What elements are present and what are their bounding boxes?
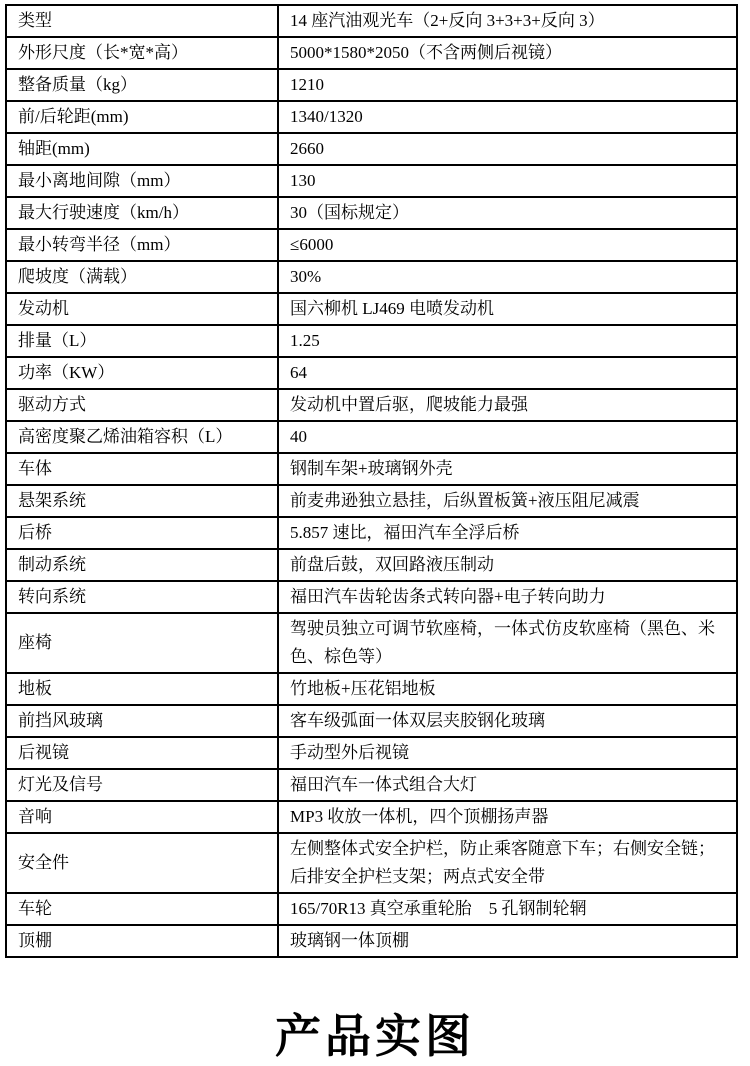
table-row xyxy=(7,198,736,230)
spec-value: 客车级弧面一体双层夹胶钢化玻璃 xyxy=(290,711,545,730)
spec-value: 30% xyxy=(290,267,322,286)
spec-label: 车体 xyxy=(7,454,279,484)
spec-label: 最小离地间隙（mm） xyxy=(7,166,279,196)
spec-label: 驱动方式 xyxy=(7,390,279,420)
spec-label: 高密度聚乙烯油箱容积（L） xyxy=(7,422,279,452)
spec-value: 5000*1580*2050（不含两侧后视镜） xyxy=(290,43,562,62)
spec-value: 1340/1320 xyxy=(290,107,363,126)
spec-label: 外形尺度（长*宽*高） xyxy=(7,38,279,68)
spec-label: 灯光及信号 xyxy=(7,770,279,800)
table-row xyxy=(7,770,736,802)
table-row xyxy=(7,582,736,614)
spec-label: 地板 xyxy=(7,674,279,704)
table-row xyxy=(7,802,736,834)
spec-value: 前麦弗逊独立悬挂，后纵置板簧+液压阻尼减震 xyxy=(290,491,640,510)
table-row xyxy=(7,262,736,294)
spec-label: 转向系统 xyxy=(7,582,279,612)
table-row xyxy=(7,738,736,770)
spec-label: 前/后轮距(mm) xyxy=(7,102,279,132)
spec-value: 手动型外后视镜 xyxy=(290,743,409,762)
table-row xyxy=(7,294,736,326)
spec-value: 130 xyxy=(290,171,316,190)
table-row xyxy=(7,326,736,358)
spec-label: 最小转弯半径（mm） xyxy=(7,230,279,260)
spec-table xyxy=(5,4,738,958)
table-row xyxy=(7,834,736,894)
spec-value: 前盘后鼓，双回路液压制动 xyxy=(290,555,494,574)
spec-value: MP3 收放一体机，四个顶棚扬声器 xyxy=(290,807,549,826)
spec-value: 福田汽车齿轮齿条式转向器+电子转向助力 xyxy=(290,587,606,606)
spec-label: 座椅 xyxy=(7,614,279,672)
table-row xyxy=(7,550,736,582)
spec-label: 前挡风玻璃 xyxy=(7,706,279,736)
table-row xyxy=(7,706,736,738)
spec-label: 音响 xyxy=(7,802,279,832)
section-title: 产品实图 xyxy=(275,1010,475,1062)
spec-value: 钢制车架+玻璃钢外壳 xyxy=(290,459,453,478)
table-row xyxy=(7,674,736,706)
spec-label: 顶棚 xyxy=(7,926,279,956)
spec-value: 发动机中置后驱，爬坡能力最强 xyxy=(290,395,528,414)
spec-value: 2660 xyxy=(290,139,324,158)
spec-value: 40 xyxy=(290,427,307,446)
spec-value: 30（国标规定） xyxy=(290,203,409,222)
table-row xyxy=(7,926,736,956)
table-row xyxy=(7,166,736,198)
table-row xyxy=(7,102,736,134)
table-row xyxy=(7,518,736,550)
table-row xyxy=(7,486,736,518)
table-row xyxy=(7,894,736,926)
spec-label: 安全件 xyxy=(7,834,279,892)
spec-label: 制动系统 xyxy=(7,550,279,580)
spec-label: 爬坡度（满载） xyxy=(7,262,279,292)
spec-label: 轴距(mm) xyxy=(7,134,279,164)
table-row xyxy=(7,614,736,674)
spec-value: 左侧整体式安全护栏，防止乘客随意下车；右侧安全链；后排安全护栏支架；两点式安全带 xyxy=(290,839,715,886)
table-row xyxy=(7,6,736,38)
table-row xyxy=(7,390,736,422)
spec-label: 整备质量（kg） xyxy=(7,70,279,100)
spec-value: 5.857 速比，福田汽车全浮后桥 xyxy=(290,523,520,542)
table-row xyxy=(7,38,736,70)
spec-value: 165/70R13 真空承重轮胎 5 孔钢制轮辋 xyxy=(290,899,587,918)
spec-value: 国六柳机 LJ469 电喷发动机 xyxy=(290,299,494,318)
spec-value: 14 座汽油观光车（2+反向 3+3+3+反向 3） xyxy=(290,11,605,30)
table-row xyxy=(7,230,736,262)
spec-value: ≤6000 xyxy=(290,235,334,254)
table-row xyxy=(7,422,736,454)
spec-label: 后视镜 xyxy=(7,738,279,768)
spec-value: 驾驶员独立可调节软座椅，一体式仿皮软座椅（黑色、米色、棕色等） xyxy=(290,619,715,666)
table-row xyxy=(7,358,736,390)
spec-value: 1210 xyxy=(290,75,324,94)
spec-label: 后桥 xyxy=(7,518,279,548)
spec-label: 车轮 xyxy=(7,894,279,924)
spec-label: 排量（L） xyxy=(7,326,279,356)
spec-value: 64 xyxy=(290,363,307,382)
table-row xyxy=(7,454,736,486)
spec-label: 悬架系统 xyxy=(7,486,279,516)
table-row xyxy=(7,70,736,102)
table-row xyxy=(7,134,736,166)
spec-value: 福田汽车一体式组合大灯 xyxy=(290,775,477,794)
spec-value: 玻璃钢一体顶棚 xyxy=(290,931,409,950)
spec-label: 类型 xyxy=(7,6,279,36)
spec-label: 发动机 xyxy=(7,294,279,324)
spec-value: 1.25 xyxy=(290,331,320,350)
spec-label: 最大行驶速度（km/h） xyxy=(7,198,279,228)
spec-value: 竹地板+压花铝地板 xyxy=(290,679,436,698)
spec-label: 功率（KW） xyxy=(7,358,279,388)
